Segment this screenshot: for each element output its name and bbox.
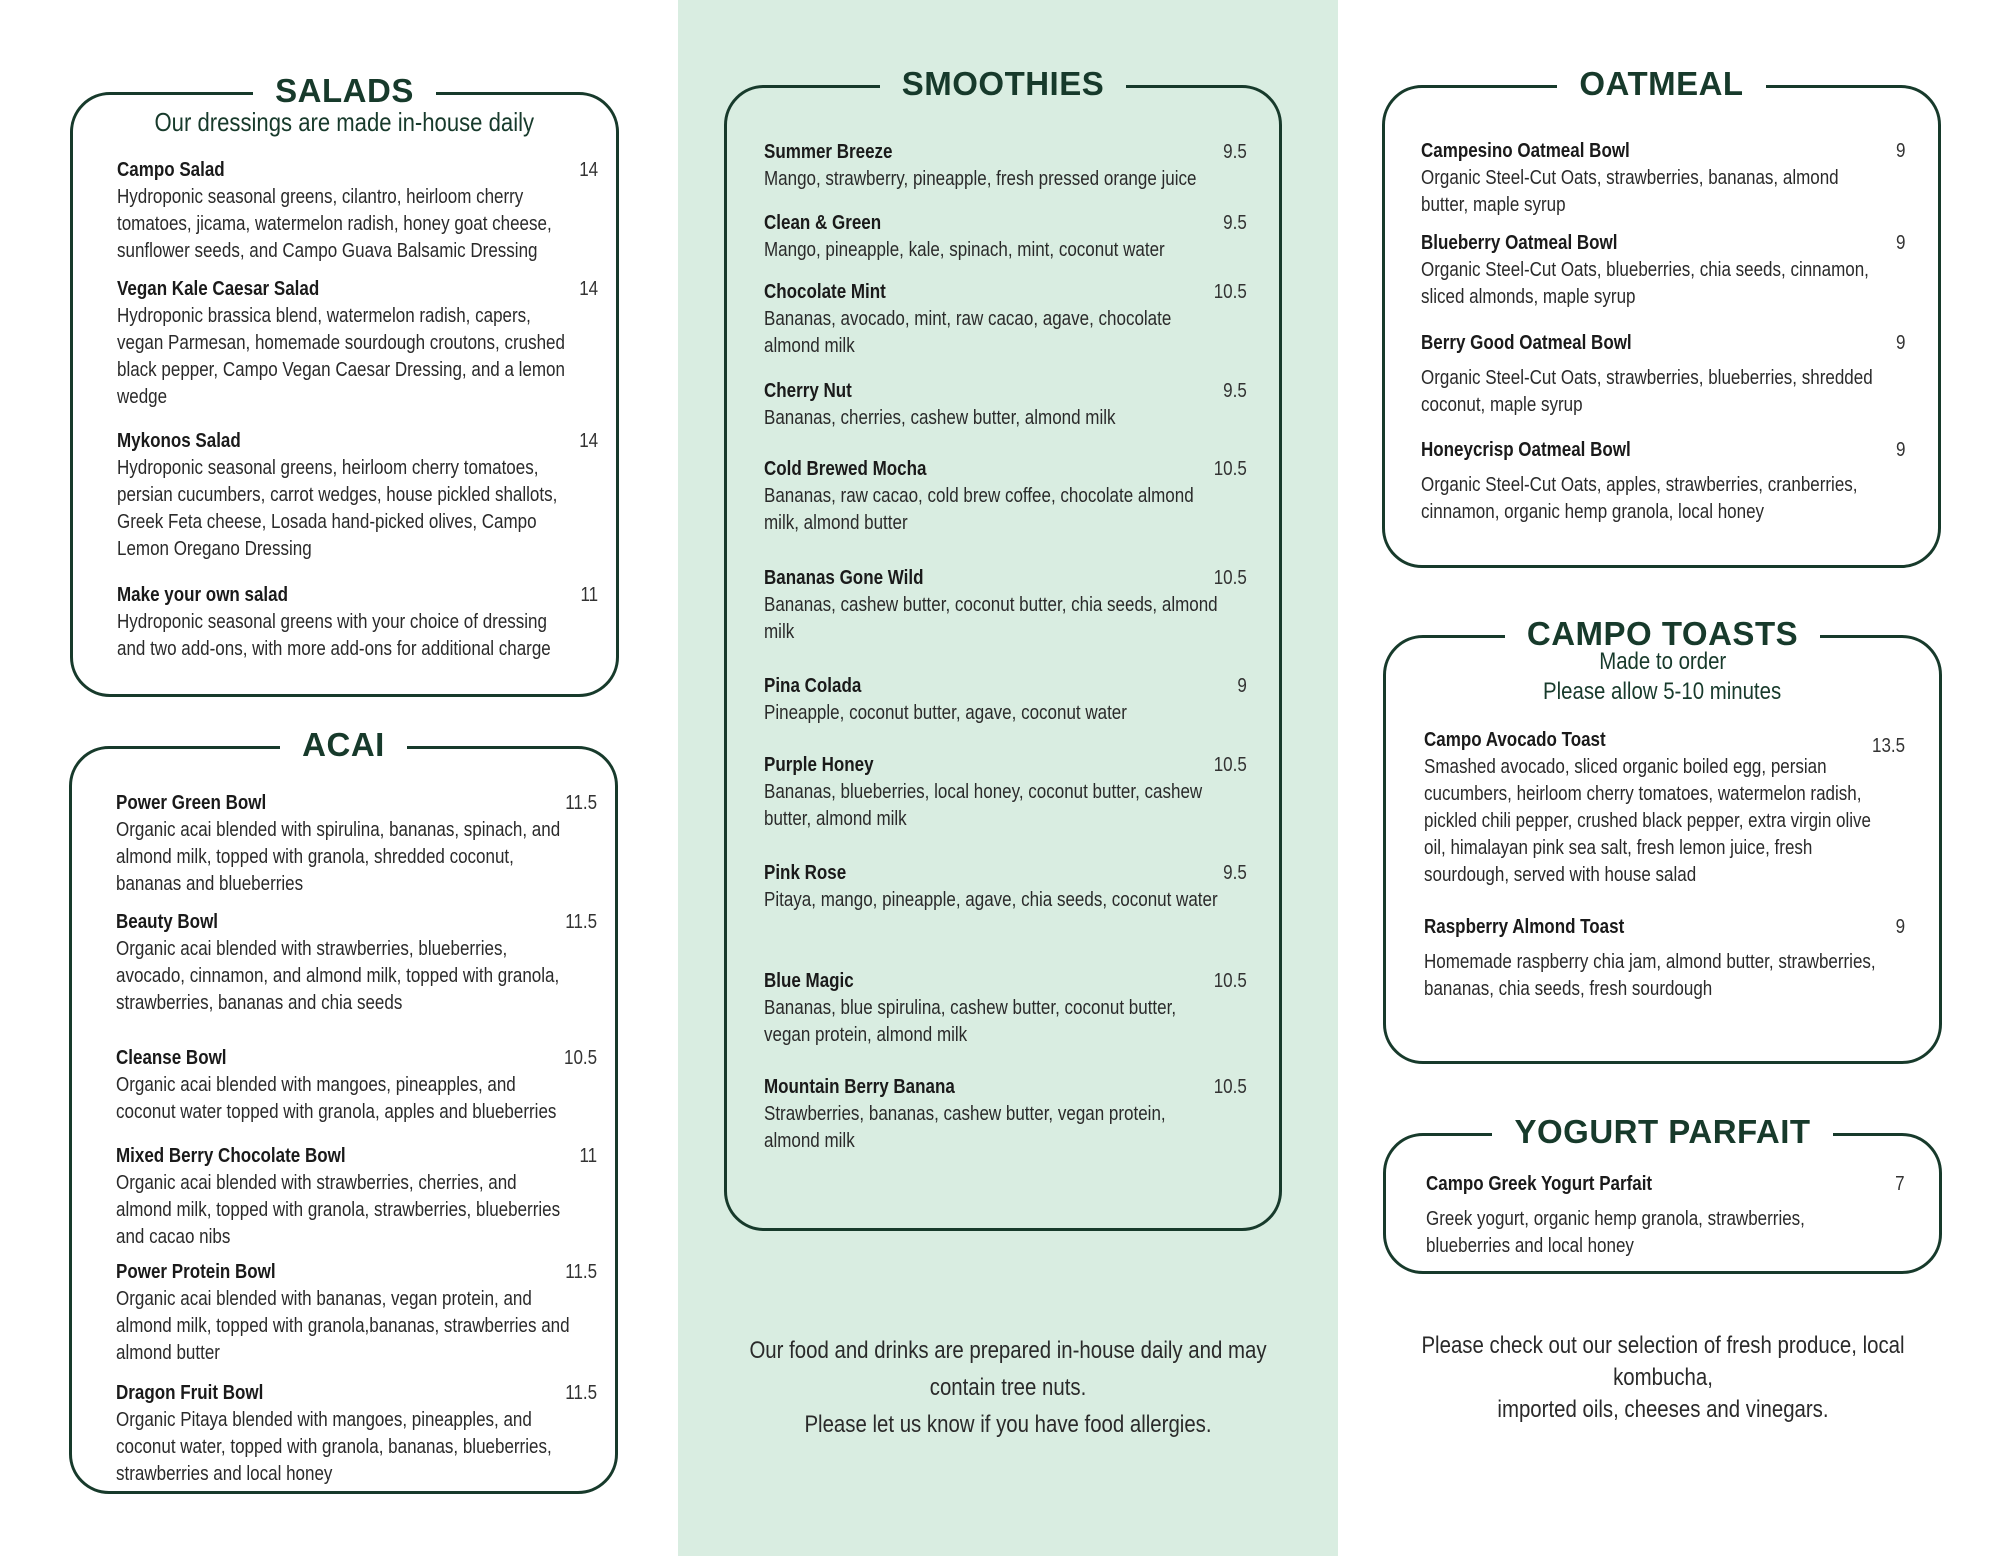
- salads-section: [70, 72, 619, 697]
- item-name: Cleanse Bowl: [116, 1047, 227, 1069]
- item-description: Organic acai blended with spirulina, bananas, spinach, and almond milk, topped with granola, shredded coconut, bananas and blueberries: [116, 819, 561, 895]
- oatmeal-title: OATMEAL: [1557, 64, 1765, 104]
- item-name: Make your own salad: [117, 584, 288, 606]
- toasts-subtitle-1: Made to order: [1598, 648, 1726, 675]
- item-description: Hydroponic seasonal greens, cilantro, heirloom cherry tomatoes, jicama, watermelon radish, honey goat cheese, sunflower seeds, and Campo Guava Balsamic Dressing: [117, 186, 552, 262]
- item-name: Pink Rose: [764, 862, 847, 884]
- item-price: 7: [1895, 1173, 1905, 1195]
- item-name: Mykonos Salad: [117, 430, 241, 452]
- item-price: 9: [1896, 232, 1906, 254]
- item-description: Hydroponic seasonal greens with your choice of dressing and two add-ons, with more add-ons for additional charge: [117, 611, 551, 660]
- item-price: 13.5: [1872, 735, 1906, 757]
- menu-item: [764, 752, 1247, 833]
- item-description: Bananas, blueberries, local honey, coconut butter, cashew butter, almond milk: [764, 781, 1203, 830]
- yogurt-section: [1383, 1113, 1942, 1274]
- item-description: Pineapple, coconut butter, agave, coconut water: [764, 702, 1127, 724]
- smoothies-title: SMOOTHIES: [880, 64, 1127, 104]
- item-description: Organic Steel-Cut Oats, strawberries, blueberries, shredded coconut, maple syrup: [1421, 367, 1873, 416]
- item-name: Honeycrisp Oatmeal Bowl: [1421, 439, 1631, 461]
- menu-item: [116, 1380, 597, 1488]
- menu-item: [764, 1074, 1247, 1155]
- item-name: Pina Colada: [764, 675, 862, 697]
- menu-item: [764, 378, 1247, 432]
- smoothies-section: [724, 65, 1282, 1231]
- item-price: 10.5: [1213, 970, 1247, 992]
- item-name: Clean & Green: [764, 212, 882, 234]
- item-description: Pitaya, mango, pineapple, agave, chia seeds, coconut water: [764, 889, 1218, 911]
- menu-item: [117, 582, 598, 663]
- menu-item: [116, 909, 597, 1017]
- item-price: 9.5: [1223, 380, 1247, 402]
- item-description: Hydroponic seasonal greens, heirloom cherry tomatoes, persian cucumbers, carrot wedges, house pickled shallots, Greek Feta cheese, Losada hand-picked olives, Campo Lemon Oregano Dressing: [117, 457, 558, 560]
- menu-item: [764, 139, 1247, 193]
- menu-item: [1424, 914, 1905, 1003]
- menu-item: [764, 968, 1247, 1049]
- item-price: 9.5: [1223, 141, 1247, 163]
- menu-item: [116, 1259, 597, 1367]
- allergy-note-line1: Our food and drinks are prepared in-house daily and may contain tree nuts.: [749, 1337, 1267, 1401]
- item-price: 14: [579, 159, 599, 181]
- menu-item: [1421, 437, 1906, 526]
- item-name: Dragon Fruit Bowl: [116, 1382, 264, 1404]
- item-price: 11: [580, 584, 599, 606]
- item-description: Organic acai blended with strawberries, blueberries, avocado, cinnamon, and almond milk, topped with granola, strawberries, bananas and chia seeds: [116, 938, 560, 1014]
- item-name: Cherry Nut: [764, 380, 852, 402]
- menu-item: [764, 210, 1247, 264]
- item-price: 10.5: [564, 1047, 598, 1069]
- item-name: Summer Breeze: [764, 141, 893, 163]
- toasts-title: CAMPO TOASTS: [1505, 614, 1820, 654]
- item-description: Smashed avocado, sliced organic boiled egg, persian cucumbers, heirloom cherry tomatoes, watermelon radish, pickled chili pepper, crushed black pepper, extra virgin olive oil, himalayan pink sea salt, fresh lemon juice, fresh sourdough, served with house salad: [1424, 756, 1871, 886]
- item-description: Organic acai blended with strawberries, cherries, and almond milk, topped with granola, strawberries, blueberries and cacao nibs: [116, 1172, 561, 1248]
- item-price: 11.5: [565, 1261, 598, 1283]
- item-name: Blue Magic: [764, 970, 854, 992]
- item-price: 11: [579, 1145, 598, 1167]
- item-description: Bananas, blue spirulina, cashew butter, coconut butter, vegan protein, almond milk: [764, 997, 1177, 1046]
- menu-item: [116, 1143, 597, 1251]
- item-name: Power Green Bowl: [116, 792, 267, 814]
- item-description: Organic acai blended with mangoes, pineapples, and coconut water topped with granola, apples and blueberries: [116, 1074, 557, 1123]
- shop-note: [1370, 1330, 1956, 1426]
- item-price: 9.5: [1223, 212, 1247, 234]
- allergy-note-line2: Please let us know if you have food allergies.: [804, 1411, 1212, 1438]
- item-description: Organic Steel-Cut Oats, blueberries, chia seeds, cinnamon, sliced almonds, maple syrup: [1421, 259, 1869, 308]
- item-description: Homemade raspberry chia jam, almond butter, strawberries, bananas, chia seeds, fresh sourdough: [1424, 951, 1876, 1000]
- acai-title: ACAI: [280, 725, 407, 765]
- item-description: Strawberries, bananas, cashew butter, vegan protein, almond milk: [764, 1103, 1166, 1152]
- menu-item: [117, 276, 598, 411]
- item-name: Raspberry Almond Toast: [1424, 916, 1625, 938]
- menu-item: [1421, 138, 1906, 219]
- item-name: Campo Greek Yogurt Parfait: [1426, 1173, 1653, 1195]
- item-name: Chocolate Mint: [764, 281, 886, 303]
- menu-item: [1426, 1171, 1905, 1260]
- item-name: Cold Brewed Mocha: [764, 458, 927, 480]
- menu-item: [116, 790, 597, 898]
- menu-item: [117, 428, 598, 563]
- menu-item: [764, 673, 1247, 727]
- item-description: Organic acai blended with bananas, vegan protein, and almond milk, topped with granola,bananas, strawberries and almond butter: [116, 1288, 570, 1364]
- yogurt-title: YOGURT PARFAIT: [1492, 1112, 1832, 1152]
- item-price: 11.5: [565, 911, 598, 933]
- menu-item: [116, 1045, 597, 1126]
- item-description: Bananas, cherries, cashew butter, almond milk: [764, 407, 1116, 429]
- item-price: 10.5: [1213, 458, 1247, 480]
- menu-item: [1421, 330, 1906, 419]
- acai-section: [69, 726, 618, 1494]
- menu-item: [764, 565, 1247, 646]
- item-name: Beauty Bowl: [116, 911, 219, 933]
- item-description: Bananas, avocado, mint, raw cacao, agave, chocolate almond milk: [764, 308, 1172, 357]
- item-name: Vegan Kale Caesar Salad: [117, 278, 320, 300]
- item-price: 10.5: [1213, 1076, 1247, 1098]
- item-name: Mixed Berry Chocolate Bowl: [116, 1145, 346, 1167]
- menu-item: [1424, 727, 1905, 889]
- toasts-subtitle-2: Please allow 5-10 minutes: [1543, 678, 1782, 705]
- item-price: 11.5: [565, 1382, 598, 1404]
- item-price: 14: [579, 278, 599, 300]
- item-price: 10.5: [1213, 567, 1247, 589]
- menu-item: [764, 279, 1247, 360]
- menu-item: [764, 860, 1247, 914]
- item-price: 9: [1237, 675, 1247, 697]
- item-name: Berry Good Oatmeal Bowl: [1421, 332, 1632, 354]
- item-name: Campo Salad: [117, 159, 225, 181]
- item-description: Bananas, cashew butter, coconut butter, chia seeds, almond milk: [764, 594, 1218, 643]
- item-name: Mountain Berry Banana: [764, 1076, 955, 1098]
- item-description: Mango, pineapple, kale, spinach, mint, coconut water: [764, 239, 1165, 261]
- salads-title: SALADS: [253, 71, 436, 111]
- oatmeal-section: [1382, 65, 1941, 568]
- item-description: Organic Pitaya blended with mangoes, pineapples, and coconut water, topped with granola, bananas, blueberries, strawberries and local honey: [116, 1409, 552, 1485]
- menu-item: [117, 157, 598, 265]
- item-price: 9: [1895, 916, 1906, 938]
- toasts-section: [1383, 615, 1942, 1064]
- item-name: Bananas Gone Wild: [764, 567, 924, 589]
- item-description: Mango, strawberry, pineapple, fresh pressed orange juice: [764, 168, 1197, 190]
- item-description: Bananas, raw cacao, cold brew coffee, chocolate almond milk, almond butter: [764, 485, 1194, 534]
- menu-item: [1421, 230, 1906, 311]
- item-price: 10.5: [1213, 281, 1247, 303]
- item-description: Greek yogurt, organic hemp granola, strawberries, blueberries and local honey: [1426, 1208, 1805, 1257]
- item-name: Campesino Oatmeal Bowl: [1421, 140, 1630, 162]
- item-price: 10.5: [1213, 754, 1247, 776]
- item-name: Campo Avocado Toast: [1424, 729, 1606, 751]
- item-price: 9: [1896, 140, 1906, 162]
- salads-subtitle: Our dressings are made in-house daily: [154, 107, 535, 137]
- item-name: Purple Honey: [764, 754, 874, 776]
- menu-item: [764, 456, 1247, 537]
- shop-note-line1: Please check out our selection of fresh produce, local kombucha,: [1421, 1332, 1905, 1391]
- item-price: 9: [1896, 439, 1906, 461]
- item-price: 14: [579, 430, 599, 452]
- shop-note-line2: imported oils, cheeses and vinegars.: [1497, 1396, 1829, 1423]
- item-name: Power Protein Bowl: [116, 1261, 276, 1283]
- item-description: Organic Steel-Cut Oats, apples, strawberries, cranberries, cinnamon, organic hemp granola, local honey: [1421, 474, 1858, 523]
- item-description: Hydroponic brassica blend, watermelon radish, capers, vegan Parmesan, homemade sourdough croutons, crushed black pepper, Campo Vegan Caesar Dressing, and a lemon wedge: [117, 305, 565, 408]
- allergy-note: [678, 1332, 1338, 1443]
- item-price: 9.5: [1223, 862, 1247, 884]
- item-description: Organic Steel-Cut Oats, strawberries, bananas, almond butter, maple syrup: [1421, 167, 1839, 216]
- item-price: 9: [1896, 332, 1906, 354]
- item-price: 11.5: [565, 792, 598, 814]
- item-name: Blueberry Oatmeal Bowl: [1421, 232, 1618, 254]
